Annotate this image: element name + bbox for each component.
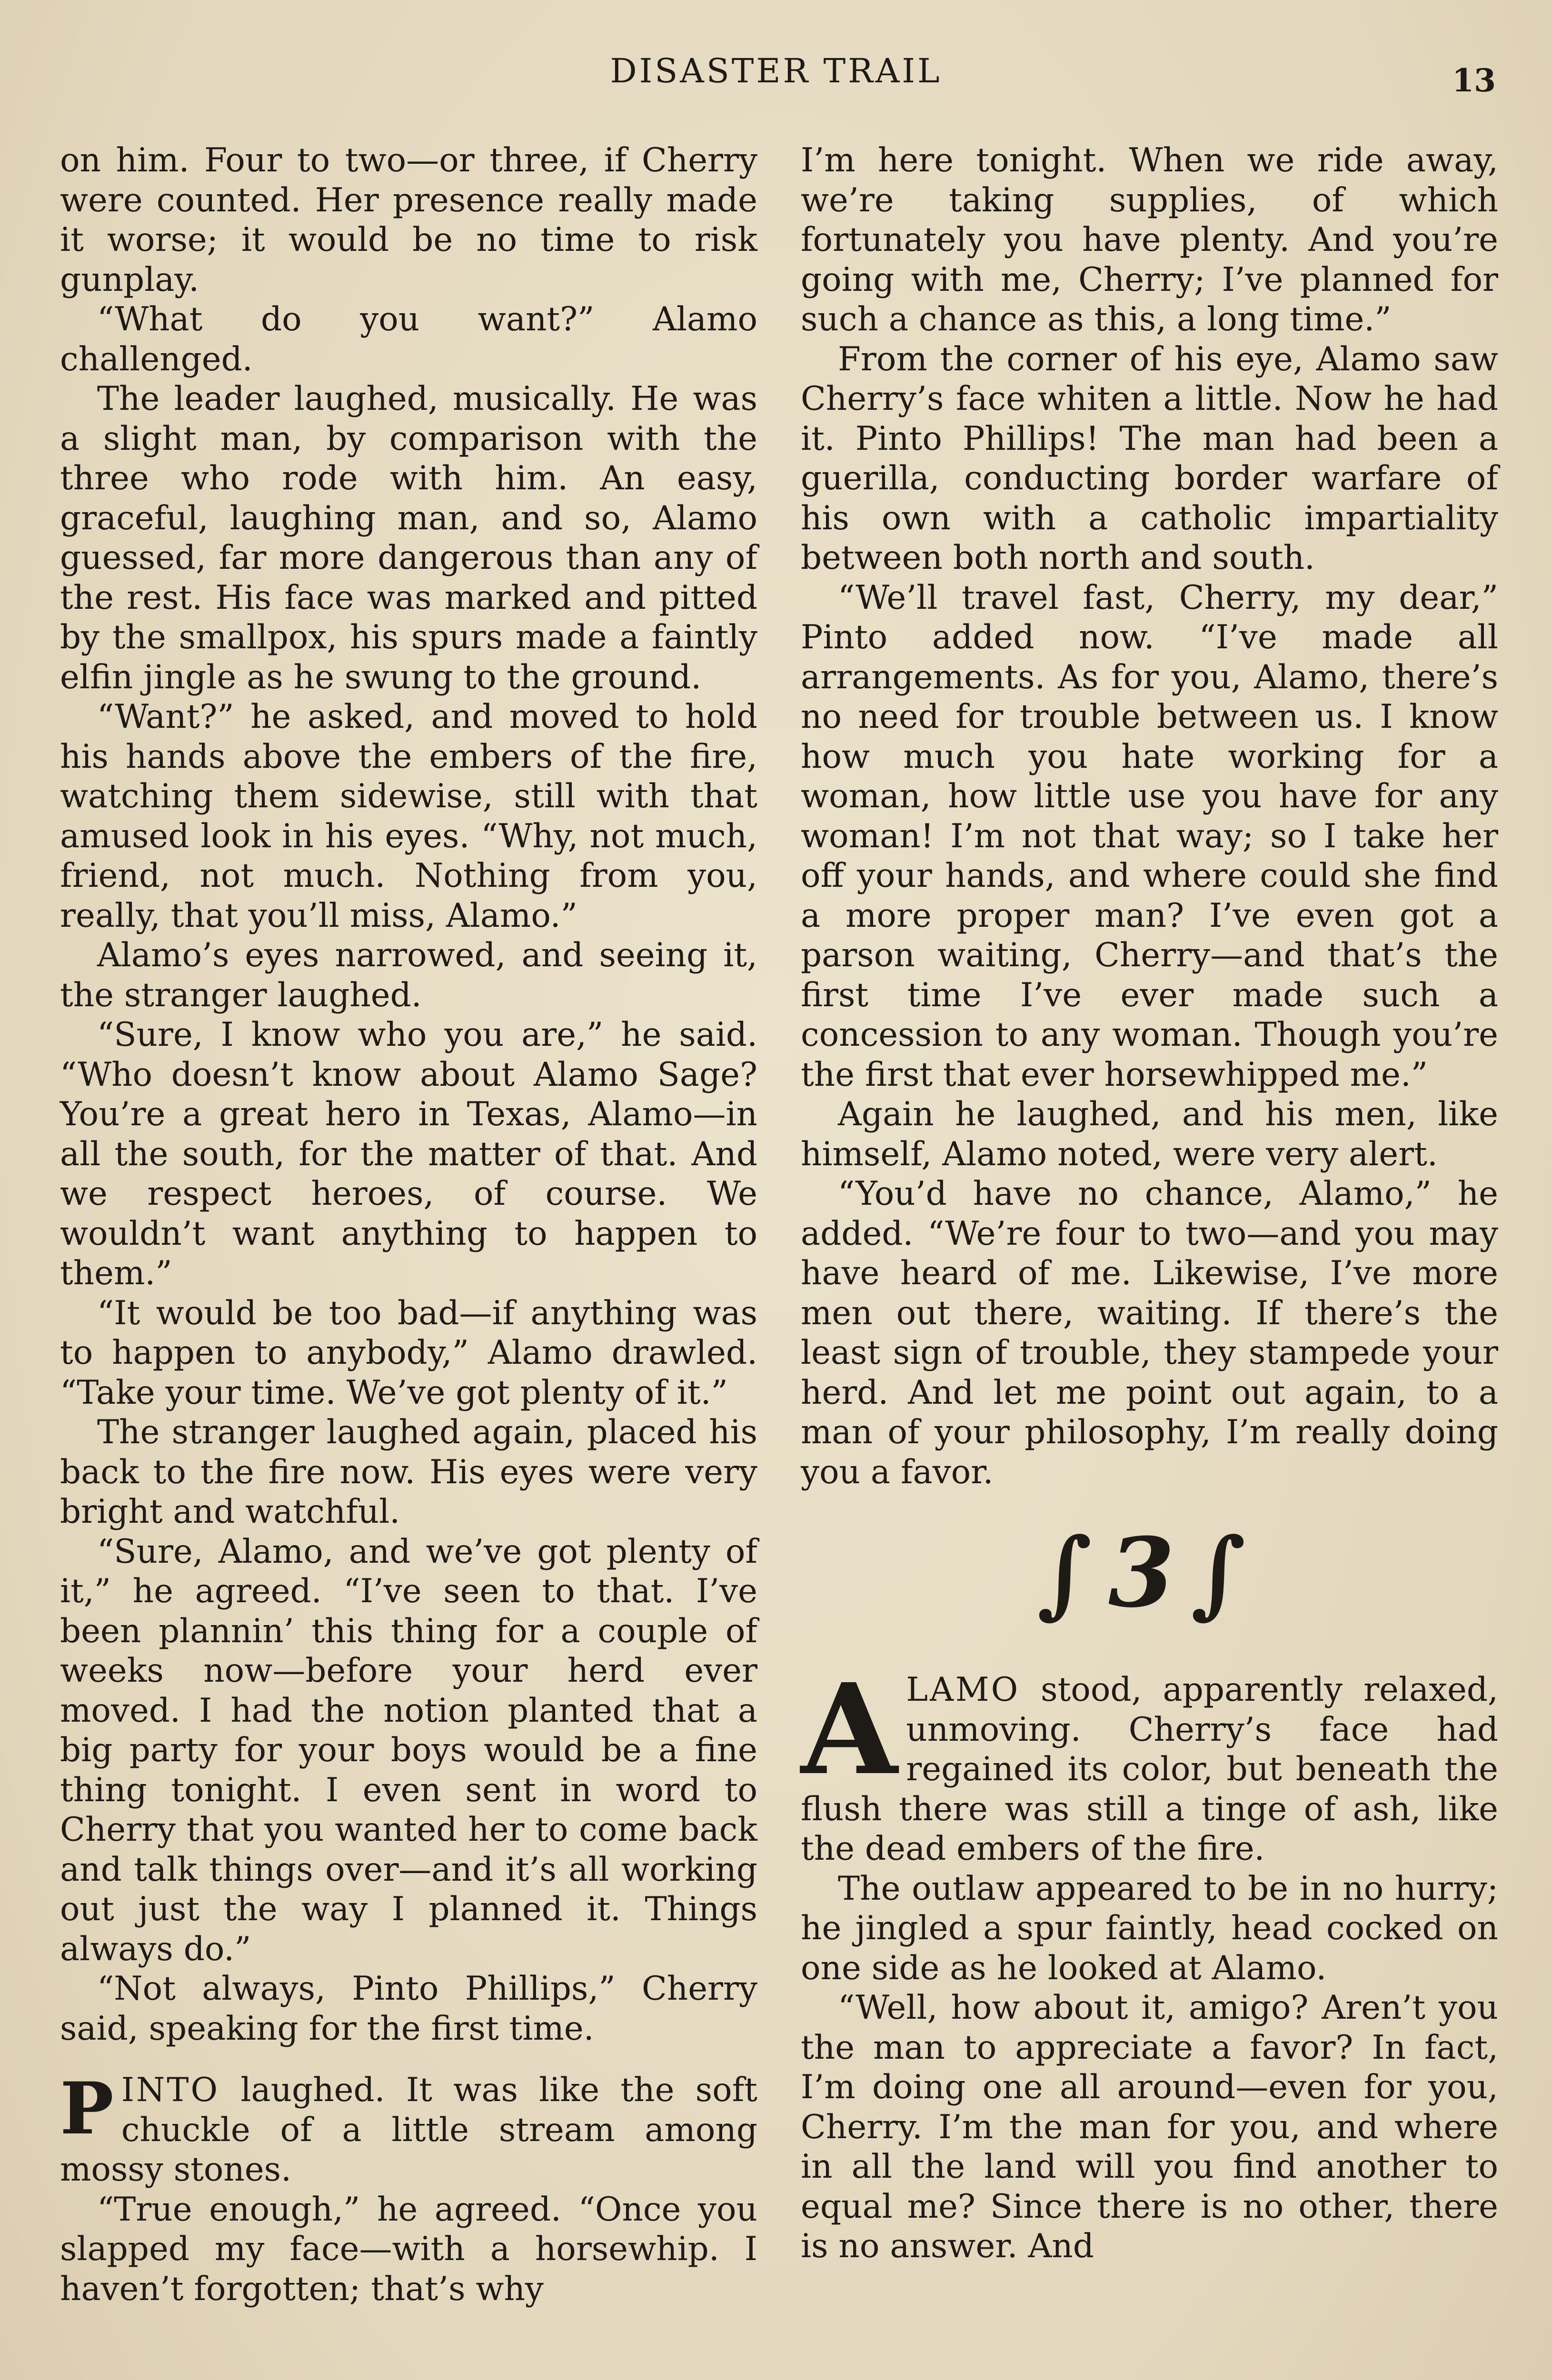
left-column bbox=[60, 141, 757, 2309]
chapter-opening-paragraph bbox=[801, 1656, 1498, 1869]
paragraph: “We’ll travel fast, Cherry, my dear,” Pinto added now. “I’ve made all arrangements. As for you, Alamo, there’s no need for trouble between us. I know how much you hate working for a woman, how little use you have for any woman! I’m not that way; so I take her off your hands, and where could she find a more proper man? I’ve even got a parson waiting, Cherry—and that’s the first time I’ve ever made such a concession to any woman. Though you’re the first that ever horsewhipped me.” bbox=[801, 578, 1498, 1094]
paragraph-text: stood, apparently relaxed, unmoving. Cherry’s face had regained its color, but beneath the flush there was still a tinge of ash, like the dead embers of the fire. bbox=[801, 1671, 1498, 1868]
paragraph: Alamo’s eyes narrowed, and seeing it, the stranger laughed. bbox=[60, 936, 757, 1014]
paragraph: on him. Four to two—or three, if Cherry were counted. Her presence really made it worse; it would be no time to risk gunplay. bbox=[60, 141, 757, 299]
right-column bbox=[801, 141, 1498, 2267]
paragraph: The leader laughed, musically. He was a slight man, by comparison with the three who rode with him. An easy, graceful, laughing man, and so, Alamo guessed, far more dangerous than any of the rest. His face was marked and pitted by the smallpox, his spurs made a faintly elfin jingle as he swung to the ground. bbox=[60, 380, 757, 696]
paragraph: “Sure, Alamo, and we’ve got plenty of it,” he agreed. “I’ve seen to that. I’ve been plannin’ this thing for a couple of weeks now—before your herd ever moved. I had the notion planted that a big party for your boys would be a fine thing tonight. I even sent in word to Cherry that you wanted her to come back and talk things over—and it’s all working out just the way I planned it. Things always do.” bbox=[60, 1532, 757, 1968]
paragraph: “You’d have no chance, Alamo,” he added. “We’re four to two—and you may have heard of me. Likewise, I’ve more men out there, waiting. If there’s the least sign of trouble, they stampede your herd. And let me point out again, to a man of your philosophy, I’m really doing you a favor. bbox=[801, 1175, 1498, 1491]
drop-cap: P bbox=[60, 2067, 114, 2151]
paragraph: “Sure, I know who you are,” he said. “Who doesn’t know about Alamo Sage? You’re a great hero in Texas, Alamo—in all the south, for the matter of that. And we respect heroes, of course. We wouldn’t want anything to happen to them.” bbox=[60, 1016, 757, 1292]
paragraph: “Want?” he asked, and moved to hold his hands above the embers of the fire, watching them sidewise, still with that amused look in his eyes. “Why, not much, friend, not much. Nothing from you, really, that you’ll miss, Alamo.” bbox=[60, 698, 757, 935]
page-number: 13 bbox=[1452, 62, 1496, 99]
paragraph: Again he laughed, and his men, like himself, Alamo noted, were very alert. bbox=[801, 1095, 1498, 1173]
paragraph: “True enough,” he agreed. “Once you slapped my face—with a horsewhip. I haven’t forgotten; that’s why bbox=[60, 2190, 757, 2308]
chapter-ornament-icon: ∫ bbox=[1037, 1517, 1108, 1629]
chapter-ornament-icon: ∫ bbox=[1191, 1517, 1262, 1629]
paragraph: “What do you want?” Alamo challenged. bbox=[60, 300, 757, 378]
paragraph: The stranger laughed again, placed his back to the fire now. His eyes were very bright and watchful. bbox=[60, 1413, 757, 1531]
chapter-number bbox=[801, 1502, 1498, 1645]
paragraph: “Not always, Pinto Phillips,” Cherry said, speaking for the first time. bbox=[60, 1970, 757, 2048]
paragraph-text: laughed. It was like the soft chuckle of a little stream among mossy stones. bbox=[60, 2071, 757, 2189]
paragraph: From the corner of his eye, Alamo saw Cherry’s face whiten a little. Now he had it. Pinto Phillips! The man had been a guerilla, conducting border warfare of his own with a catholic impartiality between both north and south. bbox=[801, 340, 1498, 577]
paragraph: The outlaw appeared to be in no hurry; he jingled a spur faintly, head cocked on one side as he looked at Alamo. bbox=[801, 1869, 1498, 1987]
small-caps-lead: INTO bbox=[121, 2071, 220, 2109]
section-opening-paragraph bbox=[60, 2067, 757, 2190]
paragraph: “It would be too bad—if anything was to happen to anybody,” Alamo drawled. “Take your time. We’ve got plenty of it.” bbox=[60, 1294, 757, 1412]
drop-cap: A bbox=[801, 1656, 898, 1803]
running-head: DISASTER TRAIL bbox=[610, 51, 942, 90]
chapter-number-text: 3 bbox=[1108, 1517, 1191, 1629]
small-caps-lead: LAMO bbox=[906, 1671, 1020, 1709]
paragraph: “Well, how about it, amigo? Aren’t you the man to appreciate a favor? In fact, I’m doing one all around—even for you, Cherry. I’m the man for you, and where in all the land will you find another to equal me? Since there is no other, there is no answer. And bbox=[801, 1989, 1498, 2265]
paragraph: I’m here tonight. When we ride away, we’re taking supplies, of which fortunately you have plenty. And you’re going with me, Cherry; I’ve planned for such a chance as this, a long time.” bbox=[801, 141, 1498, 338]
